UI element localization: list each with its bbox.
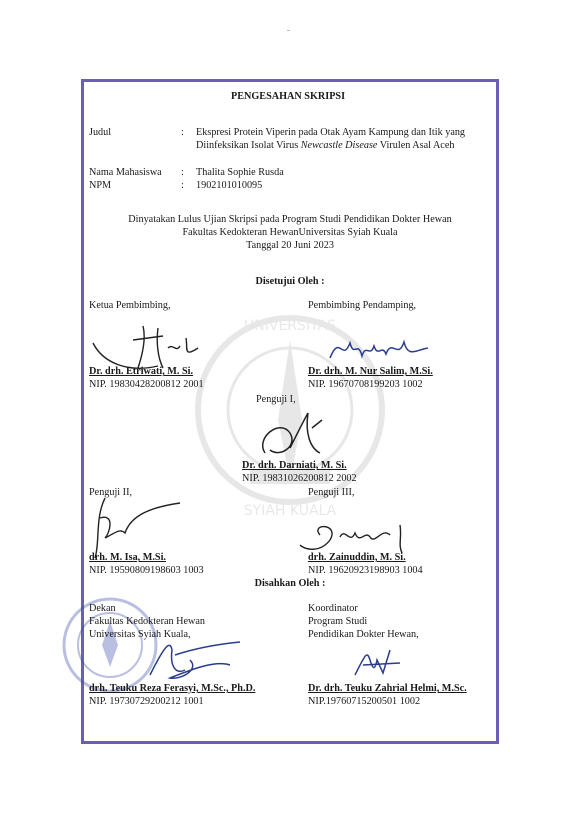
svg-text:UNIVERSITAS: UNIVERSITAS bbox=[244, 318, 336, 334]
koordinator-line-1: Koordinator bbox=[308, 603, 358, 614]
judul-line-2: Diinfeksikan Isolat Virus Newcastle Disease Virulen Asal Aceh bbox=[196, 140, 455, 151]
nama-value: Thalita Sophie Rusda bbox=[196, 167, 284, 178]
npm-label: NPM bbox=[89, 180, 112, 191]
penguji1-signature bbox=[250, 408, 340, 463]
penguji3-role: Penguji III, bbox=[308, 487, 355, 498]
dekan-nip: NIP. 19730729200212 1001 bbox=[89, 696, 204, 707]
dekan-line-1: Dekan bbox=[89, 603, 116, 614]
statement-date: Tanggal 20 Juni 2023 bbox=[246, 240, 334, 251]
nama-colon: : bbox=[181, 167, 184, 178]
judul-colon: : bbox=[181, 127, 184, 138]
pendamping-role: Pembimbing Pendamping, bbox=[308, 300, 417, 311]
penguji3-name: drh. Zainuddin, M. Si. bbox=[308, 552, 406, 563]
statement-line-2: Fakultas Kedokteran HewanUniversitas Syiah Kuala bbox=[182, 227, 398, 238]
penguji3-nip: NIP. 19620923198903 1004 bbox=[308, 565, 423, 576]
scan-speck bbox=[287, 30, 290, 31]
pendamping-signature bbox=[320, 328, 440, 368]
judul-label: Judul bbox=[89, 127, 112, 138]
dekan-signature bbox=[130, 630, 250, 690]
pendamping-nip: NIP. 19670708199203 1002 bbox=[308, 379, 423, 390]
koordinator-signature bbox=[345, 645, 415, 680]
koordinator-name: Dr. drh. Teuku Zahrial Helmi, M.Sc. bbox=[308, 683, 467, 694]
penguji3-signature bbox=[290, 515, 430, 557]
page-title: PENGESAHAN SKRIPSI bbox=[231, 91, 346, 102]
judul-line-1: Ekspresi Protein Viperin pada Otak Ayam Kampung dan Itik yang bbox=[196, 127, 466, 138]
koordinator-line-2: Program Studi bbox=[308, 616, 368, 627]
svg-text:SYIAH KUALA: SYIAH KUALA bbox=[243, 503, 337, 519]
penguji1-role: Penguji I, bbox=[256, 394, 296, 405]
ketua-nip: NIP. 19830428200812 2001 bbox=[89, 379, 204, 390]
penguji2-role: Penguji II, bbox=[89, 487, 133, 498]
penguji2-name: drh. M. Isa, M.Si. bbox=[89, 552, 166, 563]
npm-value: 1902101010095 bbox=[196, 180, 263, 191]
ketua-role: Ketua Pembimbing, bbox=[89, 300, 171, 311]
koordinator-line-3: Pendidikan Dokter Hewan, bbox=[308, 629, 419, 640]
approved-heading: Disetujui Oleh : bbox=[255, 276, 325, 287]
penguji1-name: Dr. drh. Darniati, M. Si. bbox=[242, 460, 347, 471]
penguji1-nip: NIP. 19831026200812 2002 bbox=[242, 473, 357, 484]
ratified-heading: Disahkan Oleh : bbox=[254, 578, 326, 589]
koordinator-nip: NIP.19760715200501 1002 bbox=[308, 696, 421, 707]
ketua-name: Dr. drh. Etriwati, M. Si. bbox=[89, 366, 194, 377]
dekan-name: drh. Teuku Reza Ferasyi, M.Sc., Ph.D. bbox=[89, 683, 256, 694]
pendamping-name: Dr. drh. M. Nur Salim, M.Si. bbox=[308, 366, 433, 377]
dekan-line-2: Fakultas Kedokteran Hewan bbox=[89, 616, 205, 627]
penguji2-nip: NIP. 19590809198603 1003 bbox=[89, 565, 204, 576]
dekan-line-3: Universitas Syiah Kuala, bbox=[89, 629, 191, 640]
npm-colon: : bbox=[181, 180, 184, 191]
statement-line-1: Dinyatakan Lulus Ujian Skripsi pada Program Studi Pendidikan Dokter Hewan bbox=[128, 214, 452, 225]
nama-label: Nama Mahasiswa bbox=[89, 167, 162, 178]
